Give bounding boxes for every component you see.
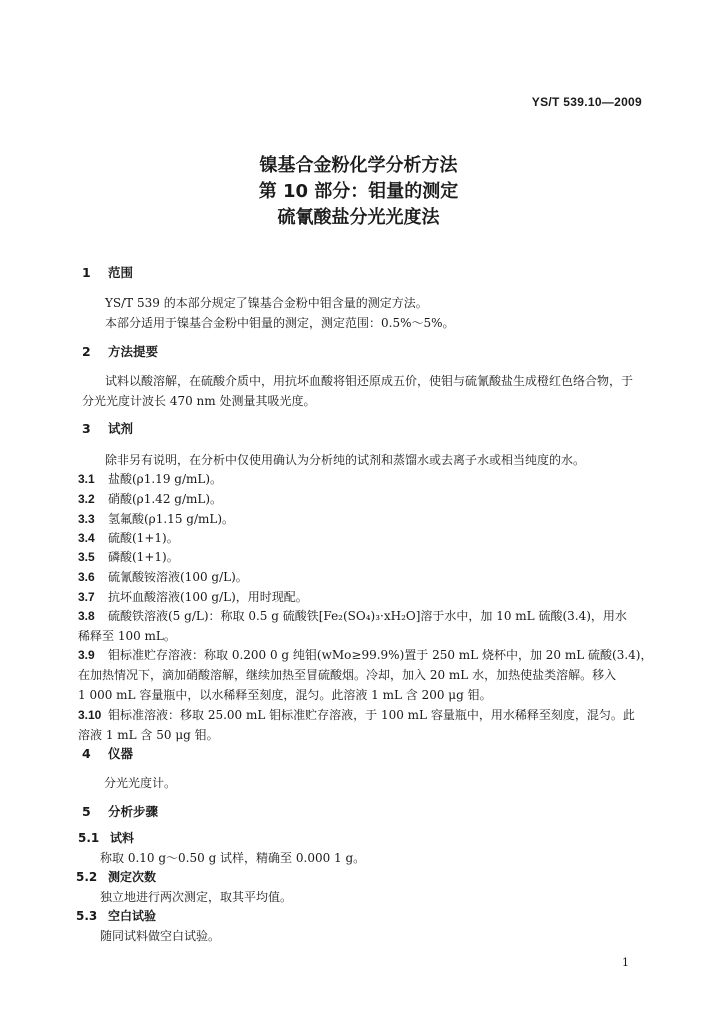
title-line-1: 镍基合金粉化学分析方法: [259, 155, 458, 176]
reagent-item: 3.6 硫氰酸铵溶液(100 g/L)。: [78, 570, 248, 584]
section-title: 范围: [108, 265, 134, 280]
reagent-item: 3.4 硫酸(1+1)。: [78, 531, 179, 545]
subsection-5-1-text: 称取 0.10 g～0.50 g 试样，精确至 0.000 1 g。: [100, 851, 366, 865]
section-number: 4: [82, 746, 91, 761]
reagent-item: 3.7 抗坏血酸溶液(100 g/L)，用时现配。: [78, 590, 308, 604]
section-number: 2: [82, 344, 91, 359]
subsection-5-2-text: 独立地进行两次测定，取其平均值。: [100, 890, 293, 904]
reagent-item-3-8-line-2: 稀释至 100 mL。: [78, 629, 176, 643]
section-4-paragraph: 分光光度计。: [104, 776, 177, 790]
section-5-heading: [82, 802, 158, 820]
section-number: 1: [82, 265, 91, 280]
subsection-5-3-heading: 5.3 空白试验: [76, 909, 157, 923]
section-title: 试剂: [108, 421, 134, 436]
section-3-intro: 除非另有说明，在分析中仅使用确认为分析纯的试剂和蒸馏水或去离子水或相当纯度的水。: [105, 453, 586, 467]
subsection-5-3-text: 随同试料做空白试验。: [100, 929, 221, 943]
title-line-3: 硫氰酸盐分光光度法: [277, 207, 440, 228]
section-title: 仪器: [108, 746, 134, 761]
reagent-item-3-10-line-1: 3.10 钼标准溶液：移取 25.00 mL 钼标准贮存溶液，于 100 mL 容量瓶中，用水稀释至刻度，混匀。此: [78, 708, 635, 722]
standard-code: YS/T 539.10—2009: [531, 95, 642, 109]
section-number: 3: [82, 421, 91, 436]
reagent-item-3-9-line-1: 3.9 钼标准贮存溶液：称取 0.200 0 g 纯钼(wMo≥99.9%)置于 250 mL 烧杯中，加 20 mL 硫酸(3.4)，: [78, 648, 653, 662]
subsection-5-2-heading: 5.2 测定次数: [76, 870, 157, 884]
section-2-paragraph-line-2: 分光光度计波长 470 nm 处测量其吸光度。: [82, 394, 316, 408]
section-1-paragraph-2: 本部分适用于镍基合金粉中钼量的测定，测定范围：0.5%～5%。: [105, 316, 455, 330]
reagent-item-3-9-line-3: 1 000 mL 容量瓶中，以水稀释至刻度，混匀。此溶液 1 mL 含 200 μg 钼。: [78, 688, 492, 702]
reagent-item: 3.5 磷酸(1+1)。: [78, 550, 179, 564]
page-number: 1: [622, 956, 629, 969]
title-line-2: 第 10 部分：钼量的测定: [258, 181, 459, 202]
section-title: 分析步骤: [108, 804, 159, 819]
reagent-item: 3.3 氢氟酸(ρ1.15 g/mL)。: [78, 512, 235, 526]
section-title: 方法提要: [108, 344, 159, 359]
subsection-5-1-heading: 5.1 试料: [78, 831, 135, 845]
reagent-item-3-8-line-1: 3.8 硫酸铁溶液(5 g/L)：称取 0.5 g 硫酸铁[Fe₂(SO₄)₃·xH₂O]溶于水中，加 10 mL 硫酸(3.4)，用水: [78, 609, 627, 623]
section-2-paragraph-line-1: 试料以酸溶解，在硫酸介质中，用抗坏血酸将钼还原成五价，使钼与硫氰酸盐生成橙红色络合物，于: [105, 374, 634, 388]
reagent-item: 3.2 硝酸(ρ1.42 g/mL)。: [78, 492, 223, 506]
reagent-item-3-10-line-2: 溶液 1 mL 含 50 μg 钼。: [78, 728, 219, 742]
section-1-heading: [82, 263, 133, 281]
section-3-heading: [82, 419, 133, 437]
document-title: [0, 153, 717, 231]
reagent-item: 3.1 盐酸(ρ1.19 g/mL)。: [78, 472, 223, 486]
reagent-item-3-9-line-2: 在加热情况下，滴加硝酸溶解，继续加热至冒硫酸烟。冷却，加入 20 mL 水，加热使盐类溶解。移入: [78, 668, 617, 682]
section-1-paragraph-1: YS/T 539 的本部分规定了镍基合金粉中钼含量的测定方法。: [105, 296, 428, 310]
section-4-heading: [82, 744, 133, 762]
section-2-heading: [82, 342, 158, 360]
section-number: 5: [82, 804, 91, 819]
